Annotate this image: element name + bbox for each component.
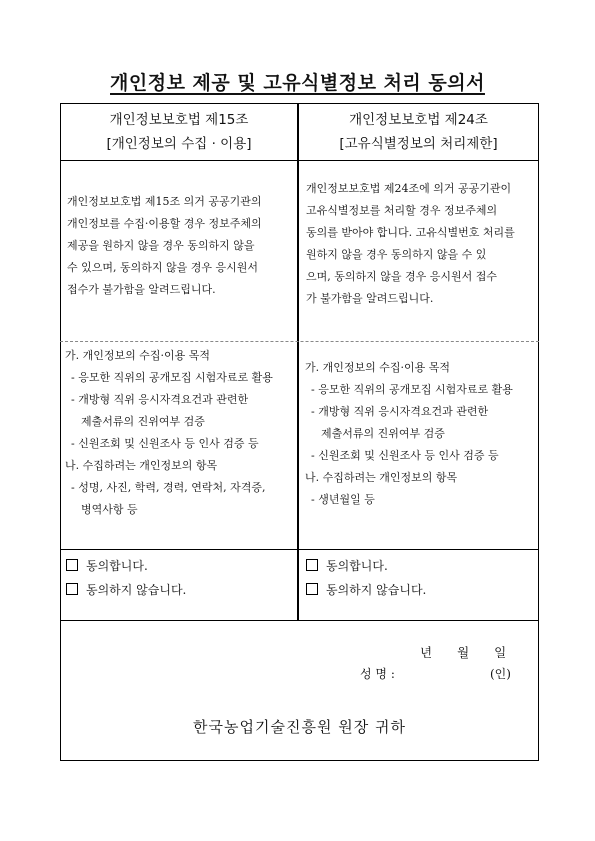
list-item: - 생년월일 등	[311, 493, 375, 506]
list-item: 제출서류의 진위여부 검증	[81, 415, 205, 428]
list-item: 가. 개인정보의 수집·이용 목적	[65, 349, 210, 362]
checkbox-icon[interactable]	[66, 559, 78, 571]
left-header	[62, 108, 296, 156]
recipient: 한국농업기술진흥원 원장 귀하	[193, 718, 406, 736]
notice-line: 개인정보보호법 제24조에 의거 공공기관이	[306, 182, 512, 195]
list-item: - 신원조회 및 신원조사 등 인사 검증 등	[71, 437, 259, 450]
right-consent-options	[306, 554, 426, 602]
signature-line	[360, 665, 511, 682]
notice-line: 개인정보보호법 제15조 의거 공공기관의	[67, 195, 262, 208]
notice-line: 가 불가함을 알려드립니다.	[306, 292, 434, 305]
list-item: 제출서류의 진위여부 검증	[321, 427, 445, 440]
disagree-label: 동의하지 않습니다.	[86, 583, 187, 597]
day-label: 일	[494, 645, 508, 660]
column-divider	[297, 103, 299, 621]
left-agree-option[interactable]	[66, 554, 186, 578]
list-item: - 성명, 사진, 학력, 경력, 연락처, 자격증,	[71, 481, 266, 494]
list-item: 가. 개인정보의 수집·이용 목적	[305, 361, 450, 374]
notice-line: 접수가 불가함을 알려드립니다.	[67, 283, 216, 296]
left-header-subject: [개인정보의 수집 · 이용]	[106, 136, 252, 152]
right-items	[305, 357, 513, 511]
left-header-law: 개인정보보호법 제15조	[109, 112, 249, 128]
right-disagree-option[interactable]	[306, 578, 426, 602]
notice-line: 고유식별정보를 처리할 경우 정보주체의	[306, 204, 498, 217]
year-label: 년	[420, 645, 434, 660]
left-consent-options	[66, 554, 186, 602]
notice-divider	[60, 341, 539, 342]
date-line	[420, 643, 531, 661]
left-disagree-option[interactable]	[66, 578, 186, 602]
checkbox-icon[interactable]	[306, 583, 318, 595]
list-item: - 신원조회 및 신원조사 등 인사 검증 등	[311, 449, 499, 462]
right-agree-option[interactable]	[306, 554, 426, 578]
right-header	[300, 108, 537, 156]
document-title: 개인정보 제공 및 고유식별정보 처리 동의서	[110, 72, 485, 94]
agree-label: 동의합니다.	[86, 559, 148, 573]
left-notice	[67, 191, 292, 301]
notice-line: 제공을 원하지 않을 경우 동의하지 않을	[67, 239, 255, 252]
list-item: 나. 수집하려는 개인정보의 항목	[305, 471, 458, 484]
notice-line: 원하지 않을 경우 동의하지 않을 수 있	[306, 248, 487, 261]
signature-divider	[60, 620, 539, 621]
right-header-subject: [고유식별정보의 처리제한]	[339, 136, 498, 152]
seal-label: (인)	[490, 667, 511, 681]
checkbox-icon[interactable]	[66, 583, 78, 595]
header-divider	[60, 160, 539, 161]
list-item: - 개방형 직위 응시자격요건과 관련한	[71, 393, 249, 406]
notice-line: 으며, 동의하지 않을 경우 응시원서 접수	[306, 270, 497, 283]
notice-line: 동의를 받아야 합니다. 고유식별번호 처리를	[306, 226, 515, 239]
name-label: 성 명 :	[360, 667, 395, 681]
list-item: 나. 수집하려는 개인정보의 항목	[65, 459, 218, 472]
notice-line: 개인정보를 수집·이용할 경우 정보주체의	[67, 217, 262, 230]
list-item: - 응모한 직위의 공개모집 시험자료로 활용	[71, 371, 273, 384]
checkbox-icon[interactable]	[306, 559, 318, 571]
list-item: - 개방형 직위 응시자격요건과 관련한	[311, 405, 489, 418]
month-label: 월	[457, 645, 471, 660]
disagree-label: 동의하지 않습니다.	[326, 583, 427, 597]
list-item: - 응모한 직위의 공개모집 시험자료로 활용	[311, 383, 513, 396]
notice-line: 수 있으며, 동의하지 않을 경우 응시원서	[67, 261, 258, 274]
agree-label: 동의합니다.	[326, 559, 388, 573]
right-header-law: 개인정보보호법 제24조	[349, 112, 488, 128]
items-divider	[60, 549, 539, 550]
list-item: 병역사항 등	[81, 503, 138, 516]
left-items	[65, 345, 273, 521]
right-notice	[306, 178, 534, 310]
